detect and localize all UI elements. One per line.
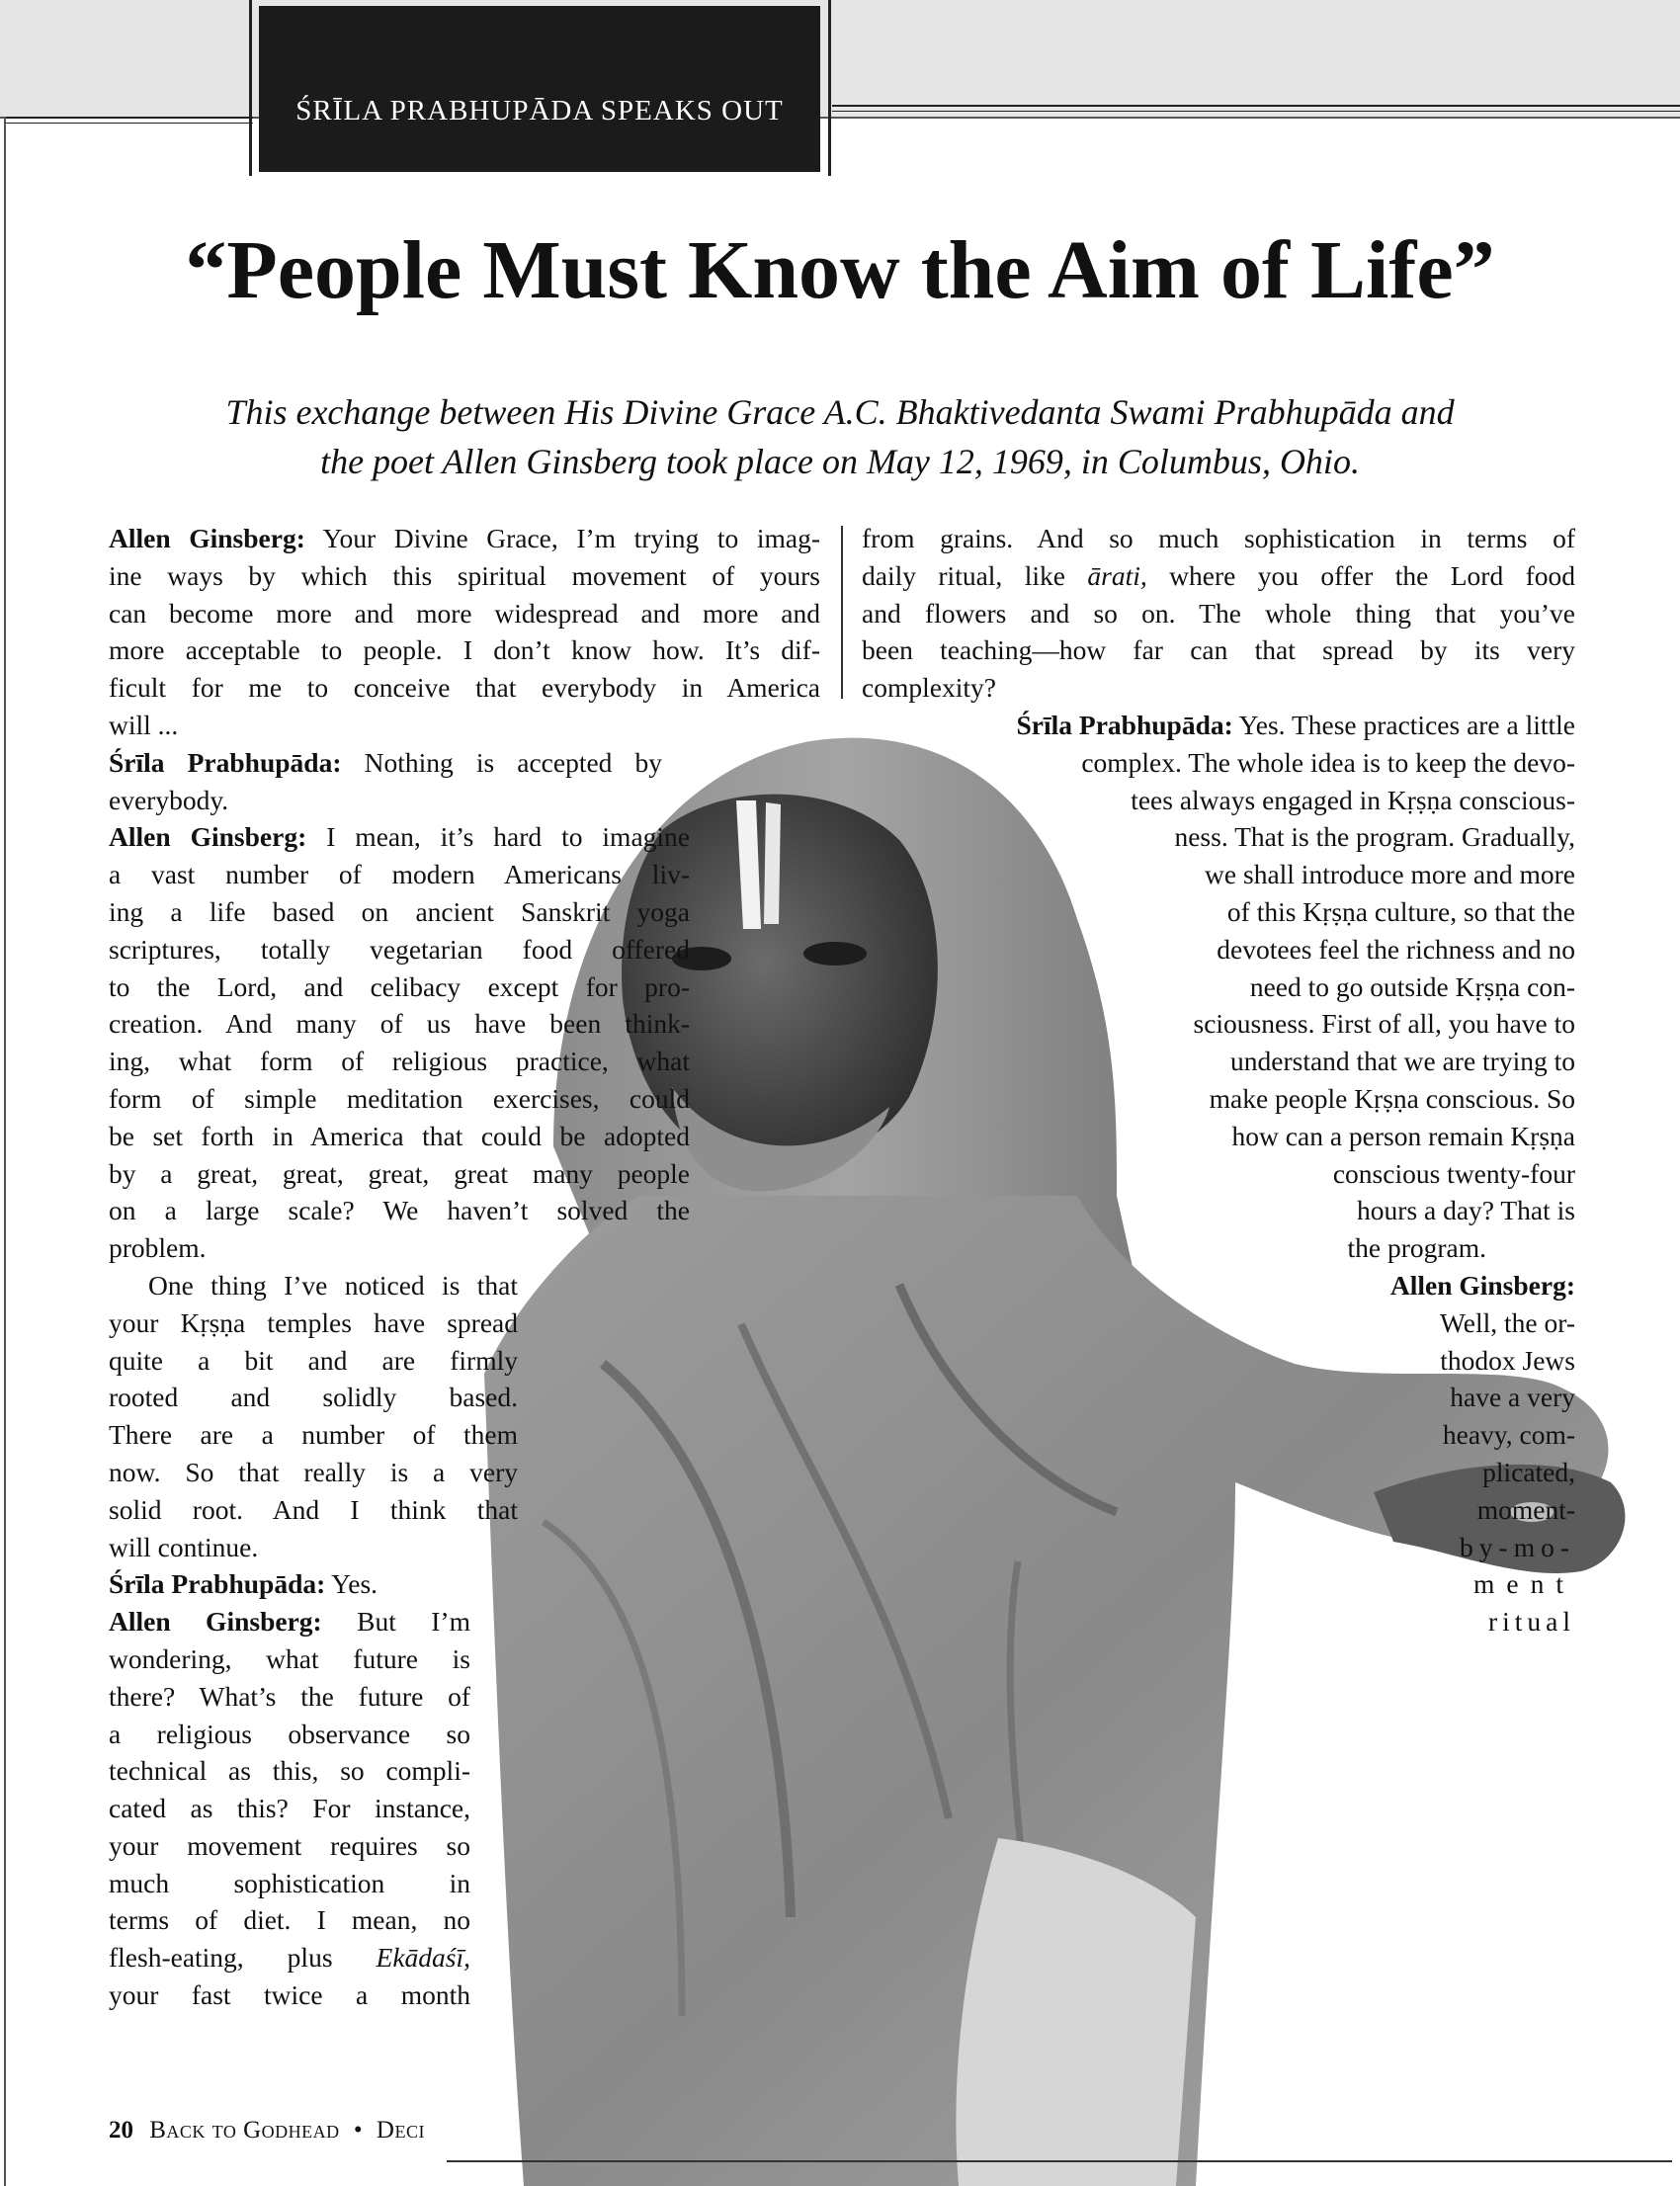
page-footer <box>109 2117 464 2144</box>
footer-rule <box>447 2160 1672 2162</box>
header-rule <box>6 117 253 119</box>
speaker-label: Śrīla Prabhupāda: <box>1016 709 1233 740</box>
ekadasi-term: Ekādaśī, <box>376 1942 470 1974</box>
arati-term: ārati, <box>1087 559 1147 591</box>
header-frame-left <box>249 0 252 176</box>
header-rule <box>832 105 1680 107</box>
left-column <box>109 520 820 2014</box>
paragraph-ginsberg-2: Allen Ginsberg: I mean, it’s hard to imagine a vast number of modern Americans liv- ing a life based on ancient Sanskrit yoga scriptures, totally vegetarian food offered to the Lord, and celibacy except for pro- creation. And many of us have been think- ing, what form of religious practice, what form of simple meditation exercises, could be set forth in America that could be adopted by a great, great, great, great many people on a large scale? We haven’t solved the problem. <box>109 821 690 1264</box>
article-title: “People Must Know the Aim of Life” <box>185 224 1495 316</box>
header-rule <box>6 123 253 124</box>
paragraph-prabhupada-2: Śrīla Prabhupāda: Yes. <box>109 1568 378 1600</box>
page-number: 20 <box>109 2117 133 2144</box>
section-label: ŚRĪLA PRABHUPĀDA SPEAKS OUT <box>295 95 784 126</box>
paragraph-prabhupada-3: Śrīla Prabhupāda: Yes. These practices are a little complex. The whole idea is to keep the devo- tees always engaged in Kṛṣṇa conscious- ness. That is the program. Gradually, we shall introduce more and more of this Kṛṣṇa culture, so that the devotees feel the richness and no need to go outside Kṛṣṇa con- sciousness. First of all, you have to understand that we are trying to make people Kṛṣṇa conscious. So how can a person remain Kṛṣṇa conscious twenty-four hours a day? That is the program. <box>1016 709 1575 1264</box>
column-divider <box>841 526 843 699</box>
paragraph-ginsberg-4: Allen Ginsberg: But I’m wondering, what future is there? What’s the future of a religious observance so technical as this, so compli- cated as this? For instance, your movement requires so much sophistication in terms of diet. I mean, no flesh-eating, plus Ekādaśī, your fast twice a month <box>109 1606 470 2011</box>
speaker-label: Śrīla Prabhupāda: <box>109 1568 326 1600</box>
header-band <box>0 0 1680 119</box>
right-column <box>862 520 1575 1640</box>
speaker-label: Allen Ginsberg: <box>109 821 307 853</box>
paragraph-prabhupada-1: Śrīla Prabhupāda: Nothing is accepted by everybody. <box>109 746 662 815</box>
paragraph-ginsberg-6: Allen Ginsberg: Well, the or- thodox Jews have a very heavy, com- plicated, moment- by-mo- ment ritual <box>862 1267 1575 1640</box>
issue-date: Deci <box>376 2117 425 2144</box>
speaker-label: Śrīla Prabhupāda: <box>109 746 342 778</box>
page-edge-rule <box>4 117 6 2186</box>
magazine-name: Back to Godhead <box>149 2117 340 2144</box>
section-label-box <box>259 6 820 172</box>
article-intro: This exchange between His Divine Grace A.C. Bhaktivedanta Swami Prabhupāda and the poet Allen Ginsberg took place on May 12, 1969, in Columbus, Ohio. <box>225 392 1455 481</box>
footer-bullet: • <box>353 2117 363 2144</box>
speaker-label: Allen Ginsberg: <box>109 1606 322 1638</box>
paragraph-ginsberg-5: from grains. And so much sophistication in terms of daily ritual, like ārati, where you offer the Lord food and flowers and so on. The whole thing that you’ve been teaching—how far can that spread by its very complexity? <box>862 523 1576 704</box>
speaker-label: Allen Ginsberg: <box>109 523 305 553</box>
paragraph-ginsberg-3: One thing I’ve noticed is that your Kṛṣṇa temples have spread quite a bit and are firmly rooted and solidly based. There are a number of them now. So that really is a very solid root. And I think that will continue. <box>109 1269 518 1562</box>
header-rule <box>832 111 1680 112</box>
speaker-label: Allen Ginsberg: <box>1389 1269 1575 1301</box>
header-frame-right <box>828 0 831 176</box>
paragraph-ginsberg-1: Allen Ginsberg: Your Divine Grace, I’m trying to imag- ine ways by which this spiritual movement of yours can become more and more widespread and more and more acceptable to people. I don’t know how. It’s dif- ficult for me to conceive that everybody in America will ... <box>109 523 821 740</box>
